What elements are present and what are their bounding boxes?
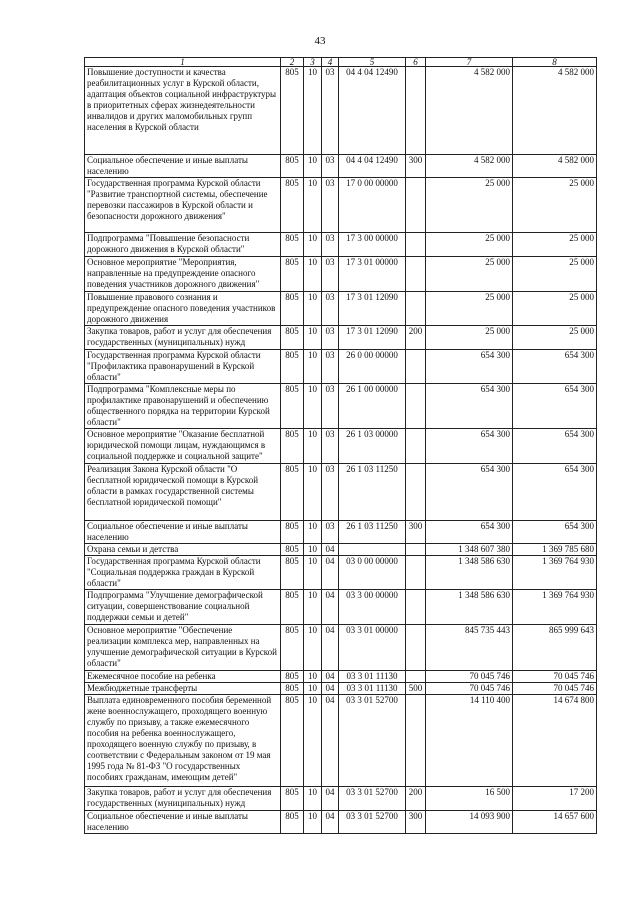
grbs-cell: 805 [281,556,304,590]
amount-year1-cell: 70 045 746 [426,683,513,695]
subsection-cell: 04 [322,787,339,811]
amount-year2-cell: 654 300 [513,464,597,521]
target-article-cell [339,544,406,556]
amount-year1-cell: 1 348 607 380 [426,544,513,556]
row-name-cell: Закупка товаров, работ и услуг для обеспечения государственных (муниципальных) нужд [85,326,281,350]
section-cell: 10 [304,292,322,326]
grbs-cell: 805 [281,787,304,811]
amount-year1-cell: 4 582 000 [426,67,513,155]
expense-type-cell: 300 [406,155,426,178]
target-article-cell: 26 1 00 00000 [339,384,406,429]
section-cell: 10 [304,67,322,155]
expense-type-cell [406,429,426,464]
subsection-cell: 03 [322,233,339,257]
amount-year1-cell: 14 093 900 [426,811,513,834]
target-article-cell: 17 3 00 00000 [339,233,406,257]
column-number: 6 [406,58,426,67]
target-article-cell: 03 0 00 00000 [339,556,406,590]
subsection-cell: 03 [322,429,339,464]
row-name-cell: Выплата единовременного пособия беременной жене военнослужащего, проходящего военную службу по призыву, а также ежемесячного пособия на ребенка военнослужащего, проходящего военную службу по призыву, в соответствии с Федеральным законом от 19 мая 1995 года № 81-ФЗ "О государственных пособиях гражданам, имеющим детей" [85,695,281,787]
subsection-cell: 04 [322,590,339,625]
section-cell: 10 [304,233,322,257]
table-row [85,326,597,350]
section-cell: 10 [304,429,322,464]
target-article-cell: 03 3 01 11130 [339,671,406,683]
grbs-cell: 805 [281,625,304,671]
row-name-cell: Основное мероприятие "Обеспечение реализации комплекса мер, направленных на улучшение демографической ситуации в Курской области" [85,625,281,671]
target-article-cell: 17 3 01 12090 [339,326,406,350]
section-cell: 10 [304,787,322,811]
subsection-cell: 03 [322,384,339,429]
amount-year1-cell: 25 000 [426,233,513,257]
grbs-cell: 805 [281,671,304,683]
amount-year2-cell: 14 657 600 [513,811,597,834]
amount-year2-cell: 654 300 [513,429,597,464]
table-row [85,811,597,834]
amount-year1-cell: 1 348 586 630 [426,590,513,625]
grbs-cell: 805 [281,429,304,464]
section-cell: 10 [304,671,322,683]
column-number: 3 [304,58,322,67]
grbs-cell: 805 [281,233,304,257]
amount-year2-cell: 865 999 643 [513,625,597,671]
expense-type-cell: 300 [406,811,426,834]
section-cell: 10 [304,544,322,556]
section-cell: 10 [304,590,322,625]
table-row [85,233,597,257]
grbs-cell: 805 [281,292,304,326]
subsection-cell: 03 [322,350,339,384]
expense-type-cell: 300 [406,521,426,544]
subsection-cell: 03 [322,155,339,178]
table-row [85,67,597,155]
row-name-cell: Охрана семьи и детства [85,544,281,556]
table-row [85,178,597,233]
grbs-cell: 805 [281,544,304,556]
target-article-cell: 26 1 03 11250 [339,521,406,544]
amount-year2-cell: 1 369 785 680 [513,544,597,556]
budget-table [84,57,597,834]
section-cell: 10 [304,178,322,233]
row-name-cell: Основное мероприятие "Оказание бесплатной юридической помощи лицам, нуждающимся в социальной поддержке и социальной защите" [85,429,281,464]
amount-year2-cell: 25 000 [513,178,597,233]
table-row [85,590,597,625]
row-name-cell: Подпрограмма "Улучшение демографической ситуации, совершенствование социальной поддержки семьи и детей" [85,590,281,625]
table-row [85,464,597,521]
subsection-cell: 03 [322,464,339,521]
row-name-cell: Закупка товаров, работ и услуг для обеспечения государственных (муниципальных) нужд [85,787,281,811]
grbs-cell: 805 [281,695,304,787]
section-cell: 10 [304,695,322,787]
target-article-cell: 26 0 00 00000 [339,350,406,384]
amount-year2-cell: 4 582 000 [513,67,597,155]
target-article-cell: 03 3 01 11130 [339,683,406,695]
amount-year1-cell: 14 110 400 [426,695,513,787]
table-row [85,556,597,590]
amount-year1-cell: 4 582 000 [426,155,513,178]
section-cell: 10 [304,521,322,544]
expense-type-cell [406,178,426,233]
row-name-cell: Социальное обеспечение и иные выплаты населению [85,155,281,178]
amount-year2-cell: 1 369 764 930 [513,556,597,590]
section-cell: 10 [304,811,322,834]
amount-year2-cell: 14 674 800 [513,695,597,787]
section-cell: 10 [304,556,322,590]
subsection-cell: 04 [322,625,339,671]
subsection-cell: 04 [322,683,339,695]
table-row [85,384,597,429]
row-name-cell: Подпрограмма "Повышение безопасности дорожного движения в Курской области" [85,233,281,257]
table-row [85,683,597,695]
amount-year1-cell: 25 000 [426,326,513,350]
amount-year1-cell: 654 300 [426,521,513,544]
target-article-cell: 03 3 01 00000 [339,625,406,671]
row-name-cell: Социальное обеспечение и иные выплаты населению [85,811,281,834]
table-row [85,625,597,671]
grbs-cell: 805 [281,464,304,521]
column-number: 1 [85,58,281,67]
grbs-cell: 805 [281,384,304,429]
subsection-cell: 04 [322,695,339,787]
section-cell: 10 [304,326,322,350]
table-row [85,544,597,556]
column-number: 5 [339,58,406,67]
column-number: 2 [281,58,304,67]
row-name-cell: Повышение правового сознания и предупреждение опасного поведения участников дорожного движения [85,292,281,326]
target-article-cell: 03 3 01 52700 [339,695,406,787]
grbs-cell: 805 [281,67,304,155]
target-article-cell: 04 4 04 12490 [339,155,406,178]
table-row [85,429,597,464]
table-row [85,787,597,811]
row-name-cell: Государственная программа Курской области "Развитие транспортной системы, обеспечение перевозки пассажиров в Курской области и безопасности дорожного движения" [85,178,281,233]
amount-year2-cell: 70 045 746 [513,683,597,695]
amount-year2-cell: 654 300 [513,384,597,429]
expense-type-cell [406,671,426,683]
expense-type-cell [406,350,426,384]
expense-type-cell [406,384,426,429]
row-name-cell: Повышение доступности и качества реабилитационных услуг в Курской области, адаптация объектов социальной инфраструктуры в приоритетных сферах жизнедеятельности инвалидов и других маломобильных групп населения в Курской области [85,67,281,155]
section-cell: 10 [304,350,322,384]
row-name-cell: Реализация Закона Курской области "О бесплатной юридической помощи в Курской области в рамках государственной системы бесплатной юридической помощи" [85,464,281,521]
subsection-cell: 03 [322,257,339,292]
target-article-cell: 26 1 03 11250 [339,464,406,521]
expense-type-cell [406,233,426,257]
grbs-cell: 805 [281,590,304,625]
expense-type-cell [406,257,426,292]
amount-year1-cell: 25 000 [426,257,513,292]
subsection-cell: 04 [322,556,339,590]
row-name-cell: Ежемесячное пособие на ребенка [85,671,281,683]
target-article-cell: 03 3 01 52700 [339,787,406,811]
grbs-cell: 805 [281,257,304,292]
expense-type-cell [406,625,426,671]
section-cell: 10 [304,155,322,178]
row-name-cell: Социальное обеспечение и иные выплаты населению [85,521,281,544]
amount-year2-cell: 25 000 [513,326,597,350]
subsection-cell: 04 [322,544,339,556]
target-article-cell: 26 1 03 00000 [339,429,406,464]
column-number: 7 [426,58,513,67]
section-cell: 10 [304,464,322,521]
subsection-cell: 03 [322,326,339,350]
table-row [85,155,597,178]
expense-type-cell: 200 [406,787,426,811]
expense-type-cell: 200 [406,326,426,350]
amount-year1-cell: 845 735 443 [426,625,513,671]
grbs-cell: 805 [281,155,304,178]
target-article-cell: 17 3 01 12090 [339,292,406,326]
table-row [85,257,597,292]
target-article-cell: 17 3 01 00000 [339,257,406,292]
amount-year1-cell: 654 300 [426,429,513,464]
amount-year1-cell: 16 500 [426,787,513,811]
table-row [85,292,597,326]
grbs-cell: 805 [281,350,304,384]
section-cell: 10 [304,384,322,429]
amount-year2-cell: 4 582 000 [513,155,597,178]
column-number: 4 [322,58,339,67]
expense-type-cell: 500 [406,683,426,695]
amount-year2-cell: 25 000 [513,233,597,257]
table-row [85,521,597,544]
target-article-cell: 04 4 04 12490 [339,67,406,155]
section-cell: 10 [304,683,322,695]
target-article-cell: 17 0 00 00000 [339,178,406,233]
amount-year1-cell: 654 300 [426,464,513,521]
grbs-cell: 805 [281,811,304,834]
amount-year1-cell: 654 300 [426,350,513,384]
expense-type-cell [406,67,426,155]
column-number: 8 [513,58,597,67]
expense-type-cell [406,556,426,590]
row-name-cell: Межбюджетные трансферты [85,683,281,695]
row-name-cell: Подпрограмма "Комплексные меры по профилактике правонарушений и обеспечению общественного порядка на территории Курской области" [85,384,281,429]
amount-year2-cell: 1 369 764 930 [513,590,597,625]
expense-type-cell [406,695,426,787]
grbs-cell: 805 [281,521,304,544]
table-row [85,671,597,683]
amount-year2-cell: 654 300 [513,521,597,544]
expense-type-cell [406,464,426,521]
amount-year2-cell: 25 000 [513,292,597,326]
amount-year1-cell: 654 300 [426,384,513,429]
row-name-cell: Государственная программа Курской области "Социальная поддержка граждан в Курской области" [85,556,281,590]
amount-year1-cell: 25 000 [426,292,513,326]
subsection-cell: 03 [322,292,339,326]
subsection-cell: 03 [322,521,339,544]
subsection-cell: 03 [322,67,339,155]
amount-year1-cell: 1 348 586 630 [426,556,513,590]
subsection-cell: 04 [322,671,339,683]
table-row [85,350,597,384]
column-number-row [85,58,597,67]
expense-type-cell [406,292,426,326]
amount-year2-cell: 25 000 [513,257,597,292]
amount-year2-cell: 17 200 [513,787,597,811]
amount-year2-cell: 654 300 [513,350,597,384]
subsection-cell: 03 [322,178,339,233]
expense-type-cell [406,590,426,625]
row-name-cell: Государственная программа Курской области "Профилактика правонарушений в Курской области" [85,350,281,384]
grbs-cell: 805 [281,326,304,350]
amount-year1-cell: 25 000 [426,178,513,233]
section-cell: 10 [304,257,322,292]
target-article-cell: 03 3 00 00000 [339,590,406,625]
subsection-cell: 04 [322,811,339,834]
grbs-cell: 805 [281,178,304,233]
target-article-cell: 03 3 01 52700 [339,811,406,834]
amount-year2-cell: 70 045 746 [513,671,597,683]
row-name-cell: Основное мероприятие "Мероприятия, направленные на предупреждение опасного поведения участников дорожного движения" [85,257,281,292]
table-row [85,695,597,787]
page-number: 43 [314,35,326,47]
amount-year1-cell: 70 045 746 [426,671,513,683]
grbs-cell: 805 [281,683,304,695]
section-cell: 10 [304,625,322,671]
expense-type-cell [406,544,426,556]
